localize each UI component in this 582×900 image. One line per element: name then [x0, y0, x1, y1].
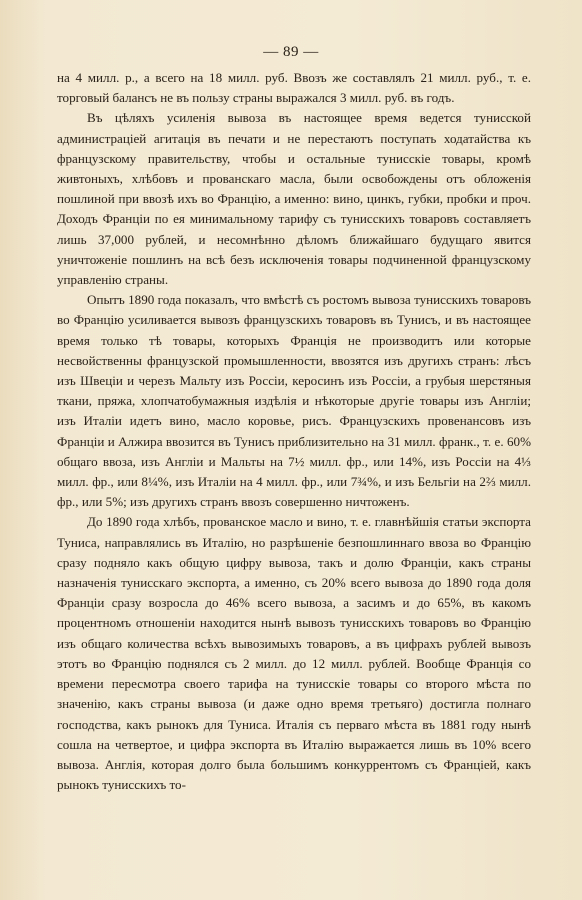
- paragraph-continued: на 4 милл. р., а всего на 18 милл. руб. Ввозъ же составлялъ 21 милл. руб., т. е. торговый балансъ не въ пользу страны выражался 3 милл. руб. въ годъ.: [57, 70, 531, 106]
- page-body-text: [57, 68, 531, 795]
- page-number: — 89 —: [263, 44, 319, 60]
- paragraph: До 1890 года хлѣбъ, прованское масло и вино, т. е. главнѣйшія статьи экспорта Туниса, направлялись въ Италію, но разрѣшеніе безпошлиннаго ввоза во Францію сразу подняло какъ общую цифру вывоза, такъ и долю Франціи, какъ страны назначенія тунисскаго экспорта, а именно, съ 20% всего вывоза до 1890 года доля Франціи сразу возросла до 46% всего вывоза, а засимъ и до 65%, въ какомъ процентномъ отношеніи находится нынѣ вывозъ тунисскихъ товаровъ во Францію изъ общаго количества всѣхъ вывозимыхъ товаровъ, а въ цифрахъ рублей вывозъ этотъ во Францію поднялся съ 2 милл. до 12 милл. рублей. Вообще Франція со времени пересмотра своего тарифа на тунисскіе товары со второго мѣста по значенію, какъ страны вывоза (и даже одно время третьяго) достигла полнаго господства, какъ рынокъ для Туниса. Италія съ перваго мѣста въ 1881 году нынѣ сошла на четвертое, и цифра экспорта въ Италію выражается лишь въ 10% всего вывоза. Англія, которая долго была большимъ конкуррентомъ съ Франціей, какъ рынокъ тунисскихъ то-: [57, 514, 531, 793]
- paragraph: Въ цѣляхъ усиленія вывоза въ настоящее время ведется тунисской администраціей агитація въ печати и не перестаютъ поступать ходатайства къ французскому правительству, чтобы и остальные тунисскіе товары, кромѣ живтоныхъ, хлѣбовъ и прованскаго масла, были освобождены отъ обложенія пошлиной при ввозѣ ихъ во Францію, а именно: вино, цинкъ, губки, пробки и проч. Доходъ Франціи по ея минимальному тарифу съ тунисскихъ товаровъ составляетъ лишь 37,000 рублей, и несомнѣнно дѣломъ ближайшаго будущаго явится уничтоженіе пошлинъ на всѣ безъ исключенія товары подчиненной французскому управленію страны.: [57, 110, 531, 288]
- paragraph: Опытъ 1890 года показалъ, что вмѣстѣ съ ростомъ вывоза тунисскихъ товаровъ во Францію усиливается вывозъ французскихъ товаровъ въ Тунисъ, и въ настоящее время только тѣ товары, которыхъ Франція не производитъ или которые несвойственны французской промышленности, ввозятся изъ другихъ странъ: лѣсъ изъ Швеціи и черезъ Мальту изъ Россіи, керосинъ изъ Россіи, а грубыя шерстяныя ткани, пряжа, хлопчатобумажныя издѣлія и нѣкоторые другіе товары изъ Англіи; изъ Италіи идетъ вино, масло коровье, рисъ. Французскихъ провенансовъ изъ Франціи и Алжира ввозится въ Тунисъ приблизительно на 31 милл. франк., т. е. 60% общаго ввоза, изъ Англіи и Мальты на 7½ милл. фр., или 14%, изъ Россіи на 4⅓ милл. фр., или 8¼%, изъ Италіи на 4 милл. фр., или 7¾%, и изъ Бельгіи на 2⅔ милл. фр., или 5%; изъ другихъ странъ ввозъ совершенно ничтоженъ.: [57, 292, 531, 510]
